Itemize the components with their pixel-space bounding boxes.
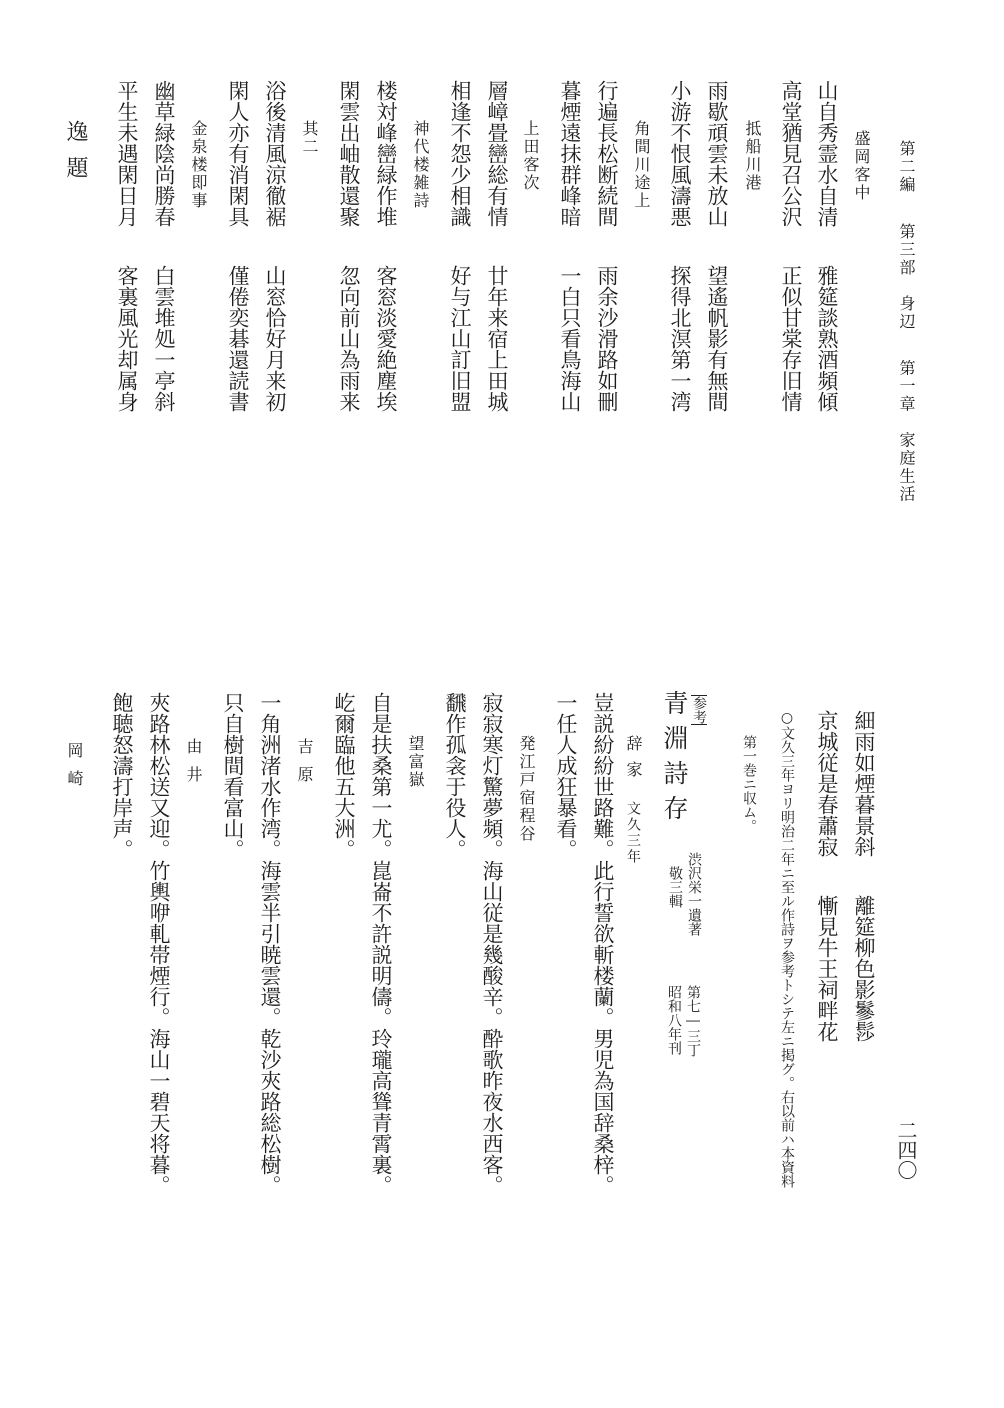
poem-line: 飜作孤衾于役人。 (443, 692, 467, 860)
header-hen: 第二編 (897, 140, 916, 194)
poem-line: 行遍長松断続間雨余沙滑路如刪 (595, 80, 619, 412)
book-title: 青淵詩存 (660, 690, 689, 830)
author-line1: 渋沢栄一遺著 (686, 852, 702, 936)
poem-line: 高堂猶見召公沢正似甘棠存旧情 (779, 80, 803, 412)
poem-line: 暮煙遠抹群峰暗一白只看鳥海山 (558, 80, 582, 412)
poem-line: 雨歇頑雲未放山望遙帆影有無間 (705, 80, 729, 412)
reference-label (692, 695, 706, 725)
poem-title: 神代楼雑詩 (411, 120, 430, 210)
poem-line: 寂寂寒灯驚夢頻。海山従是幾酸辛。酔歌昨夜水西客。 (480, 692, 504, 1196)
poem-line: 閑人亦有消閑具僅倦奕碁還読書 (226, 80, 250, 412)
poem-title: 盛岡客中 (852, 130, 871, 202)
poem-line: 相逢不怨少相識好与江山訂旧盟 (448, 80, 472, 412)
poem-title: 望富嶽 (406, 735, 425, 789)
poem-line: 閑雲出岫散還聚忽向前山為雨来 (337, 80, 361, 412)
poem-line: 平生未遇閑日月客裏風光却属身 (115, 80, 139, 412)
poem-line: 層嶂畳巒総有情廿年来宿上田城 (485, 80, 509, 412)
poem-line: 楼対峰巒緑作堆客窓淡愛絶塵埃 (374, 80, 398, 412)
poem-title: 其二 (300, 120, 319, 156)
poem-title: 吉原 (295, 738, 314, 794)
poem-title: 金泉楼即事 (189, 120, 208, 210)
poem-title: 岡崎 (65, 742, 84, 798)
poem-title: 逸題 (63, 120, 88, 192)
poem-line: 浴後清風涼徹裾山窓恰好月来初 (263, 80, 287, 412)
poem-line: 京城従是春蕭寂慚見牛王祠畔花 (815, 710, 839, 1042)
running-header (898, 140, 914, 504)
poem-line: 屹爾臨他五大洲。 (332, 692, 356, 860)
poem-line: 一任人成狂暴看。 (554, 692, 578, 860)
header-sho: 第一章 家庭生活 (897, 359, 916, 504)
poem-line: 自是扶桑第一尤。崑崙不許説明儔。玲瓏高聳青霄裏。 (369, 692, 393, 1196)
poem-line: 一角洲渚水作湾。海雲半引暁雲還。乾沙夾路総松樹。 (258, 692, 282, 1196)
editorial-note-line1: ○文久三年ヨリ明治二年ニ至ル作詩ヲ参考トシテ左ニ掲グ。右以前ハ本資料 (779, 710, 795, 1188)
header-bu: 第三部 身辺 (897, 222, 916, 331)
publication-line1: 第七―三丁 (685, 985, 701, 1057)
page-number: 二四〇 (894, 1120, 918, 1180)
poem-line: 幽草緑陰尚勝春白雲堆処一亭斜 (152, 80, 176, 412)
poem-line: 山自秀霊水自清雅筵談熟酒頻傾 (815, 80, 839, 412)
poem-line: 夾路林松送又迎。竹輿咿軋帯煙行。海山一碧天将暮。 (147, 692, 171, 1196)
editorial-note-line2: 第一巻ニ収ム。 (741, 735, 757, 833)
poem-title: 上田客次 (521, 120, 540, 192)
author-line2: 敬三輯 (667, 866, 683, 908)
poem-line: 細雨如煙暮景斜離筵柳色影鬖髿 (852, 710, 876, 1042)
poem-title: 角間川途上 (632, 120, 651, 210)
poem-title: 抵船川港 (743, 120, 762, 192)
poem-line: 飽聴怒濤打岸声。 (110, 692, 134, 860)
poem-title: 発江戸宿程谷 (517, 735, 536, 843)
poem-line: 豈説紛紛世路難。此行誓欲斬楼蘭。男児為国辞桑梓。 (591, 692, 615, 1196)
publication-line2: 昭和八年刊 (666, 985, 682, 1055)
poem-line: 只自樹間看富山。 (221, 692, 245, 860)
reference-badge: 参考 (691, 696, 707, 724)
poem-title: 由井 (184, 738, 203, 794)
poem-line: 小游不恨風濤悪探得北溟第一湾 (668, 80, 692, 412)
poem-title: 辞家文久三年 (624, 735, 643, 866)
